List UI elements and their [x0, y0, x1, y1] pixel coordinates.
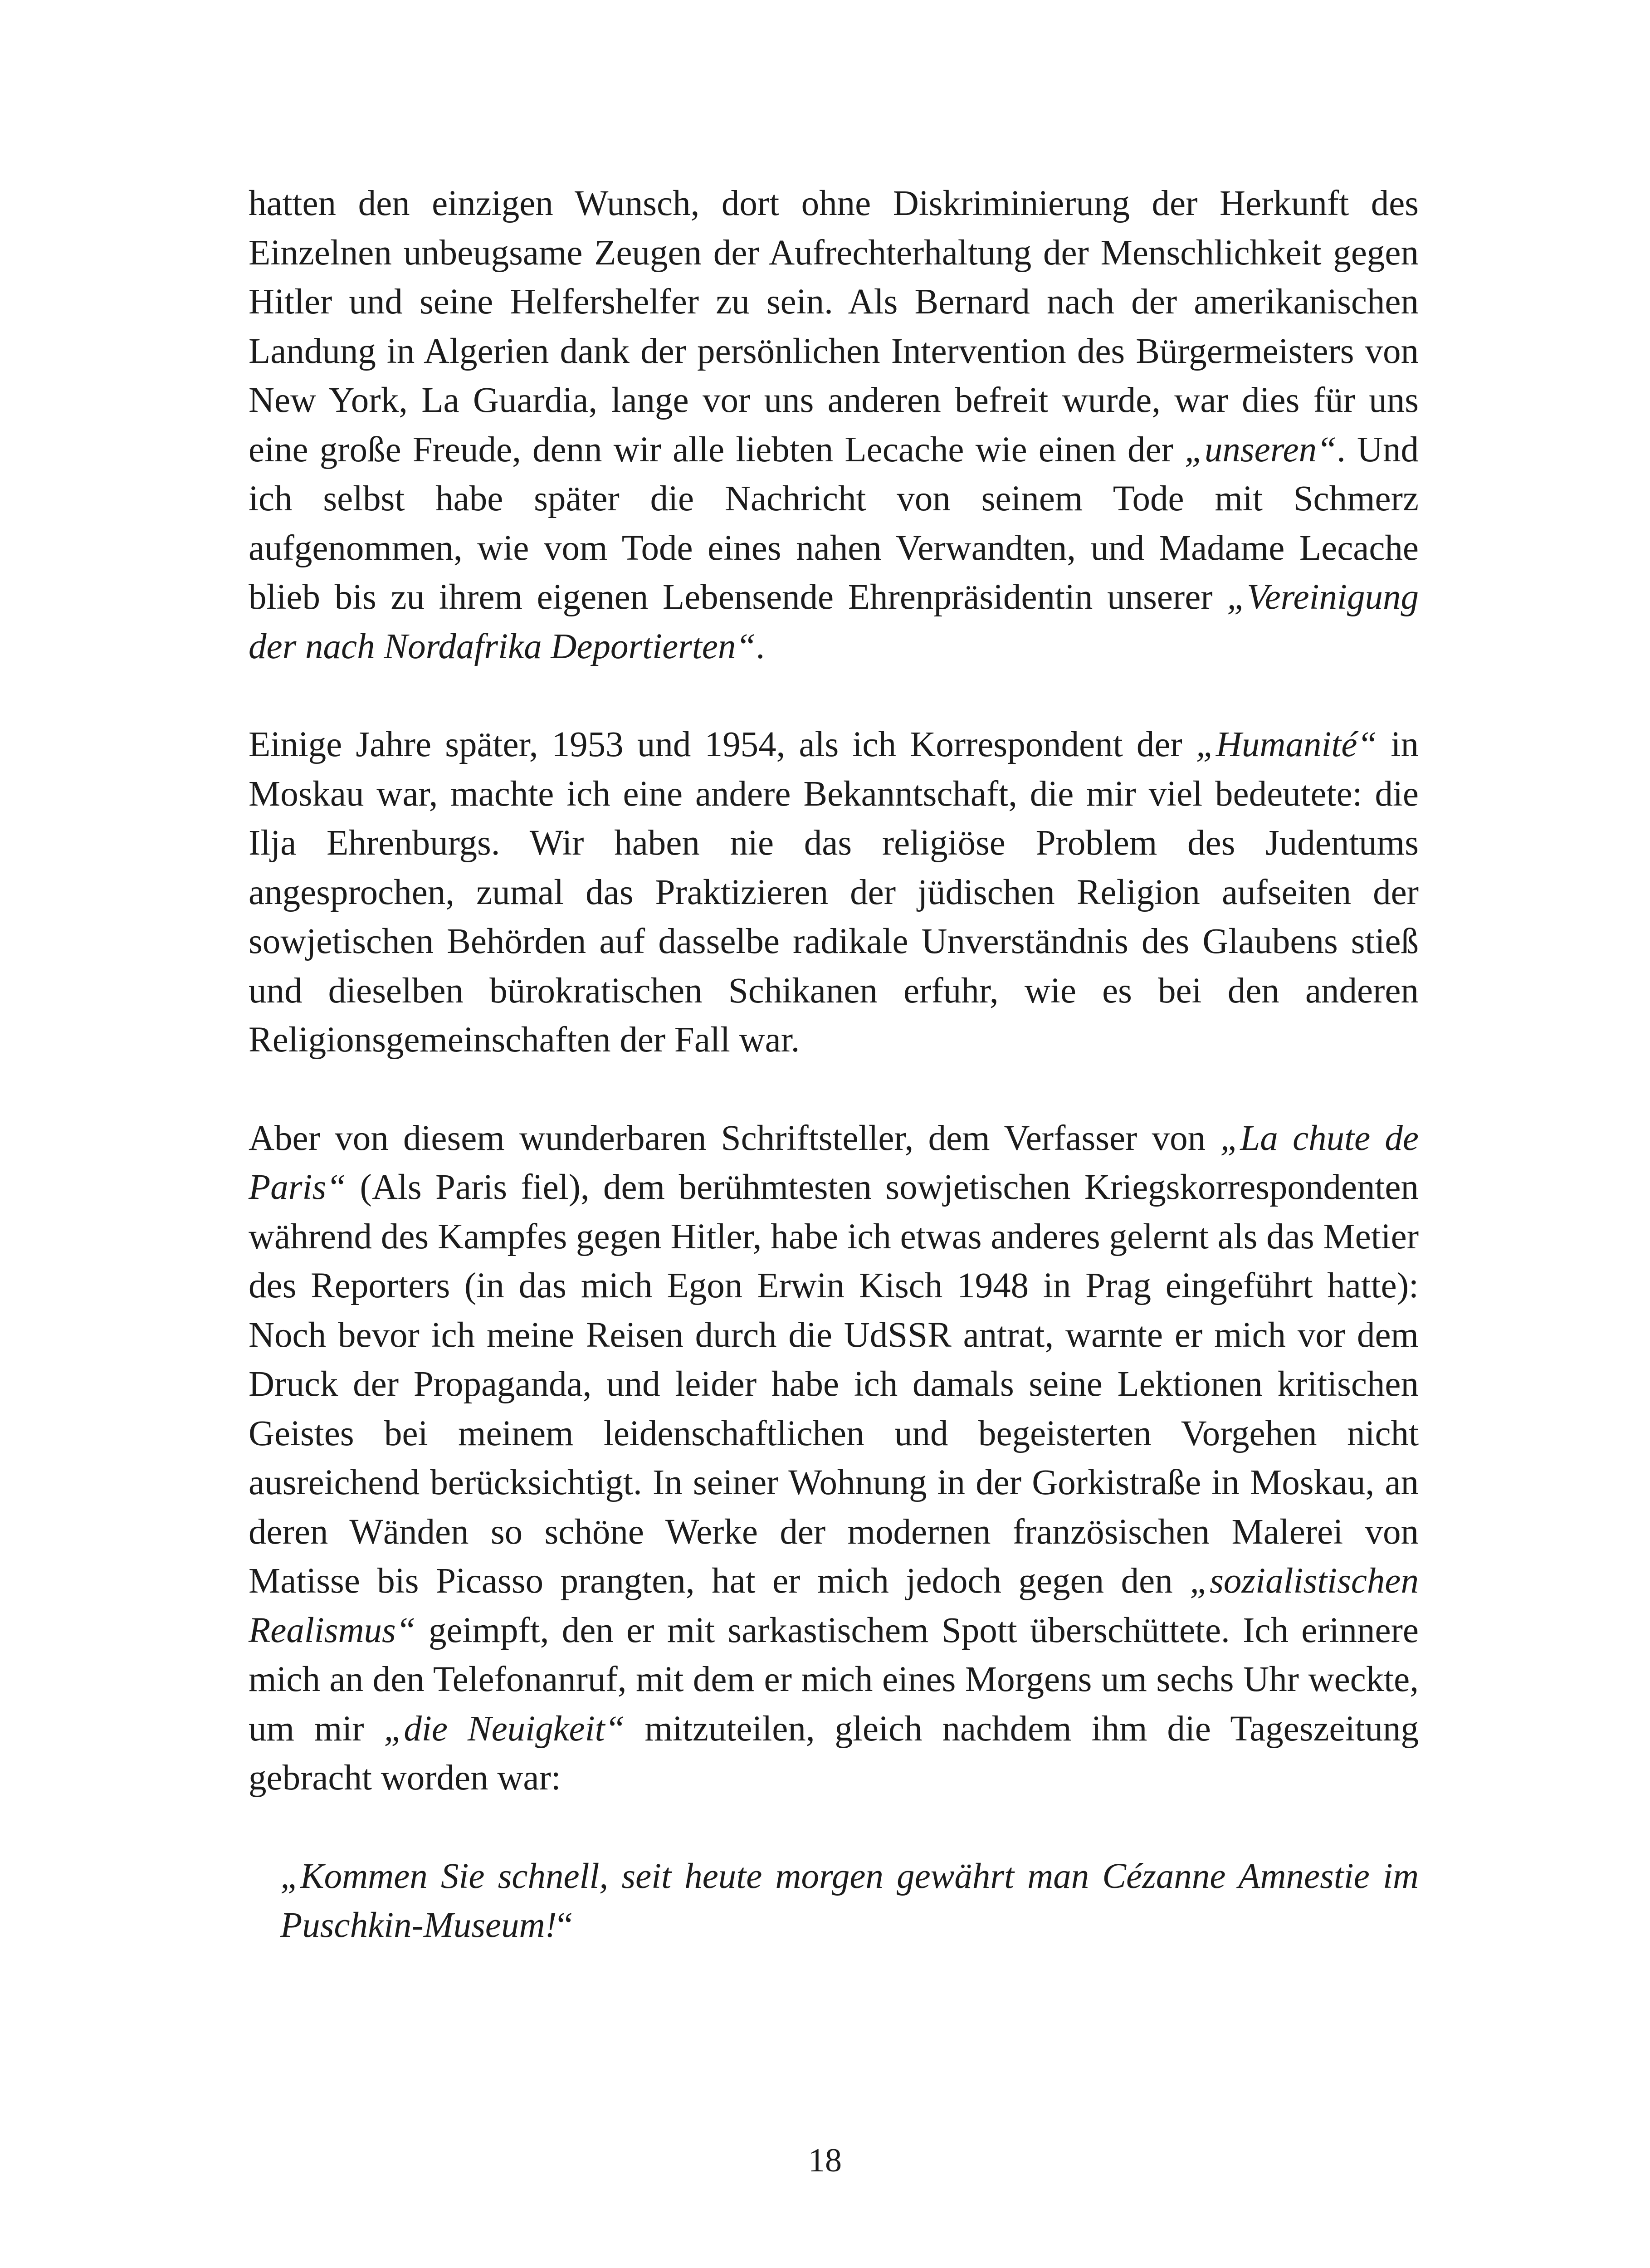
page-number: 18	[808, 2142, 842, 2179]
paragraph-3-text-1: Aber von diesem wunderbaren Schriftsteller, dem Verfasser von	[249, 1118, 1220, 1158]
paragraph-1-text-2: . Und ich selbst habe später die Nachricht von seinem Tode mit Schmerz aufgenommen, wie vom Tode eines nahen Verwandten, und Madame Lecache blieb bis zu ihrem eigenen Lebensende Ehrenpräsidentin unserer	[249, 430, 1419, 617]
paragraph-2-text-1: Einige Jahre später, 1953 und 1954, als ich Korrespondent der	[249, 725, 1196, 764]
paragraph-1-emphasis-2: „Vereinigung der nach Nordafrika Deportierten“	[249, 577, 1419, 666]
paragraph-1-text-3: .	[756, 626, 765, 666]
paragraph-2	[249, 720, 1419, 1065]
paragraph-3-emphasis-2: „sozialistischen Realismus“	[249, 1561, 1419, 1650]
body-text	[249, 179, 1419, 1950]
block-quote-text: „Kommen Sie schnell, seit heute morgen gewährt man Cézanne Amnestie im Puschkin-Museum!	[280, 1856, 1419, 1945]
paragraph-3-emphasis-1: „La chute de Paris“	[249, 1118, 1419, 1207]
paragraph-3-text-3: geimpft, den er mit sarkastischem Spott überschüttete. Ich erinnere mich an den Telefonanruf, mit dem er mich eines Morgens um sechs Uhr weckte, um mir	[249, 1610, 1419, 1749]
paragraph-3-emphasis-3: „die Neuigkeit“	[384, 1709, 625, 1749]
paragraph-1-text-1: hatten den einzigen Wunsch, dort ohne Diskriminierung der Herkunft des Einzelnen unbeugsame Zeugen der Aufrechterhaltung der Menschlichkeit gegen Hitler und seine Helfershelfer zu sein. Als Bernard nach der amerikanischen Landung in Algerien dank der persönlichen Intervention des Bürgermeisters von New York, La Guardia, lange vor uns anderen befreit wurde, war dies für uns eine große Freude, denn wir alle liebten Lecache wie einen der	[249, 184, 1419, 469]
paragraph-1	[249, 179, 1419, 671]
paragraph-2-emphasis-1: „Humanité“	[1196, 725, 1377, 764]
paragraph-1-emphasis-1: „unseren“	[1185, 430, 1337, 469]
paragraph-2-text-2: in Moskau war, machte ich eine andere Bekanntschaft, die mir viel bedeutete: die Ilja Ehrenburgs. Wir haben nie das religiöse Problem des Judentums angesprochen, zumal das Praktizieren der jüdischen Religion aufseiten der sowjetischen Behörden auf dasselbe radikale Unverständnis des Glaubens stieß und dieselben bürokratischen Schikanen erfuhr, wie es bei den anderen Religionsgemeinschaften der Fall war.	[249, 725, 1419, 1060]
paragraph-3-text-2: (Als Paris fiel), dem berühmtesten sowjetischen Kriegskorrespondenten während des Kampfes gegen Hitler, habe ich etwas anderes gelernt als das Metier des Reporters (in das mich Egon Erwin Kisch 1948 in Prag eingeführt hatte): Noch bevor ich meine Reisen durch die UdSSR antrat, warnte er mich vor dem Druck der Propaganda, und leider habe ich damals seine Lektionen kritischen Geistes bei meinem leidenschaftlichen und begeisterten Vorgehen nicht ausreichend berücksichtigt. In seiner Wohnung in der Gorkistraße in Moskau, an deren Wänden so schöne Werke der modernen französischen Malerei von Matisse bis Picasso prangten, hat er mich jedoch gegen den	[249, 1168, 1419, 1601]
block-quote	[280, 1852, 1419, 1950]
block-quote-closing-mark: “	[557, 1906, 573, 1945]
paragraph-3	[249, 1114, 1419, 1803]
paragraph-3-text-4: mitzuteilen, gleich nachdem ihm die Tageszeitung gebracht worden war:	[249, 1709, 1419, 1798]
